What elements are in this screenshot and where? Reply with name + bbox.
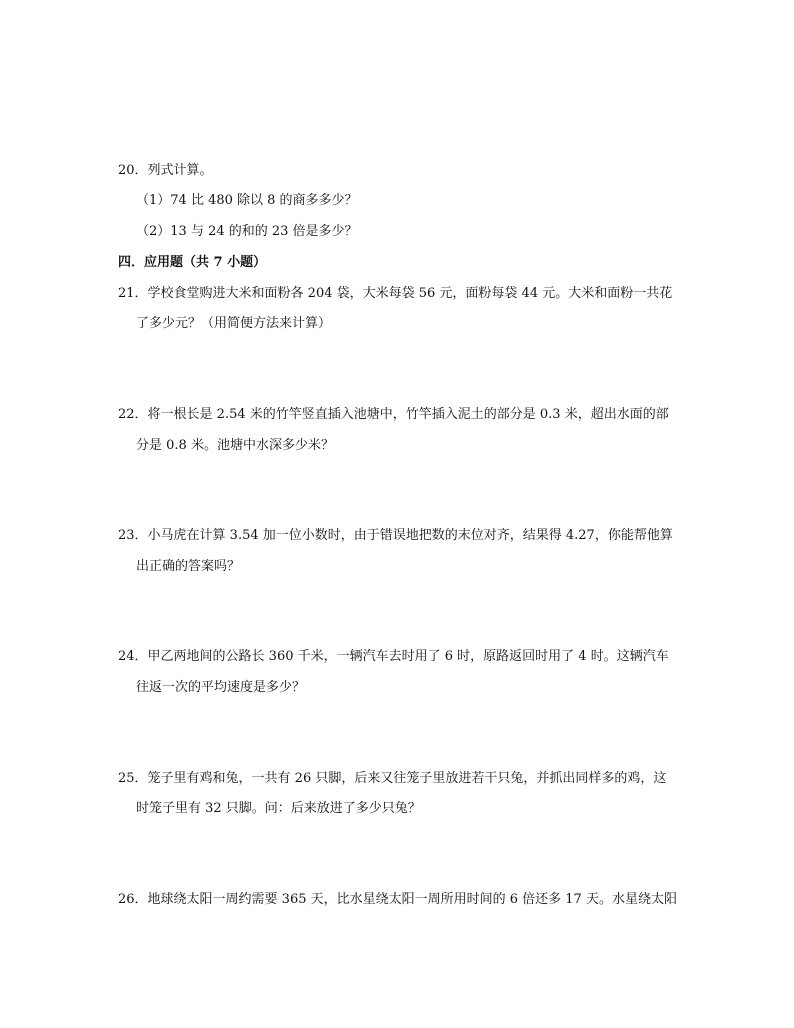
question-20-part-1: （1）74 比 480 除以 8 的商多多少？	[136, 193, 358, 208]
question-24-line-2: 往返一次的平均速度是多少？	[136, 680, 306, 695]
question-25-line-2: 时笼子里有 32 只脚。问：后来放进了多少只兔？	[136, 801, 421, 816]
section-4-heading: 四．应用题（共 7 小题）	[118, 255, 267, 270]
question-21-line-2: 了多少元？（用简便方法来计算）	[136, 316, 332, 331]
question-22-line-2: 分是 0.8 米。池塘中水深多少米？	[136, 438, 334, 453]
question-20-part-2: （2）13 与 24 的和的 23 倍是多少？	[136, 224, 358, 239]
question-24-line-1: 24．甲乙两地间的公路长 360 千米，一辆汽车去时用了 6 时，原路返回时用了 4 时。这辆汽车	[118, 649, 669, 664]
question-23-line-1: 23．小马虎在计算 3.54 加一位小数时，由于错误地把数的末位对齐，结果得 4.27，你能帮他算	[118, 528, 673, 543]
question-25-line-1: 25．笼子里有鸡和兔，一共有 26 只脚，后来又往笼子里放进若干只兔，并抓出同样多的鸡，这	[118, 771, 667, 786]
question-23-line-2: 出正确的答案吗？	[136, 559, 241, 574]
question-26-line-1: 26．地球绕太阳一周约需要 365 天，比水星绕太阳一周所用时间的 6 倍还多 17 天。水星绕太阳	[118, 892, 677, 907]
question-21-line-1: 21．学校食堂购进大米和面粉各 204 袋，大米每袋 56 元，面粉每袋 44 元。大米和面粉一共花	[118, 286, 673, 301]
question-20-title: 20．列式计算。	[118, 163, 213, 178]
question-22-line-1: 22．将一根长是 2.54 米的竹竿竖直插入池塘中，竹竿插入泥土的部分是 0.3 米，超出水面的部	[118, 407, 669, 422]
